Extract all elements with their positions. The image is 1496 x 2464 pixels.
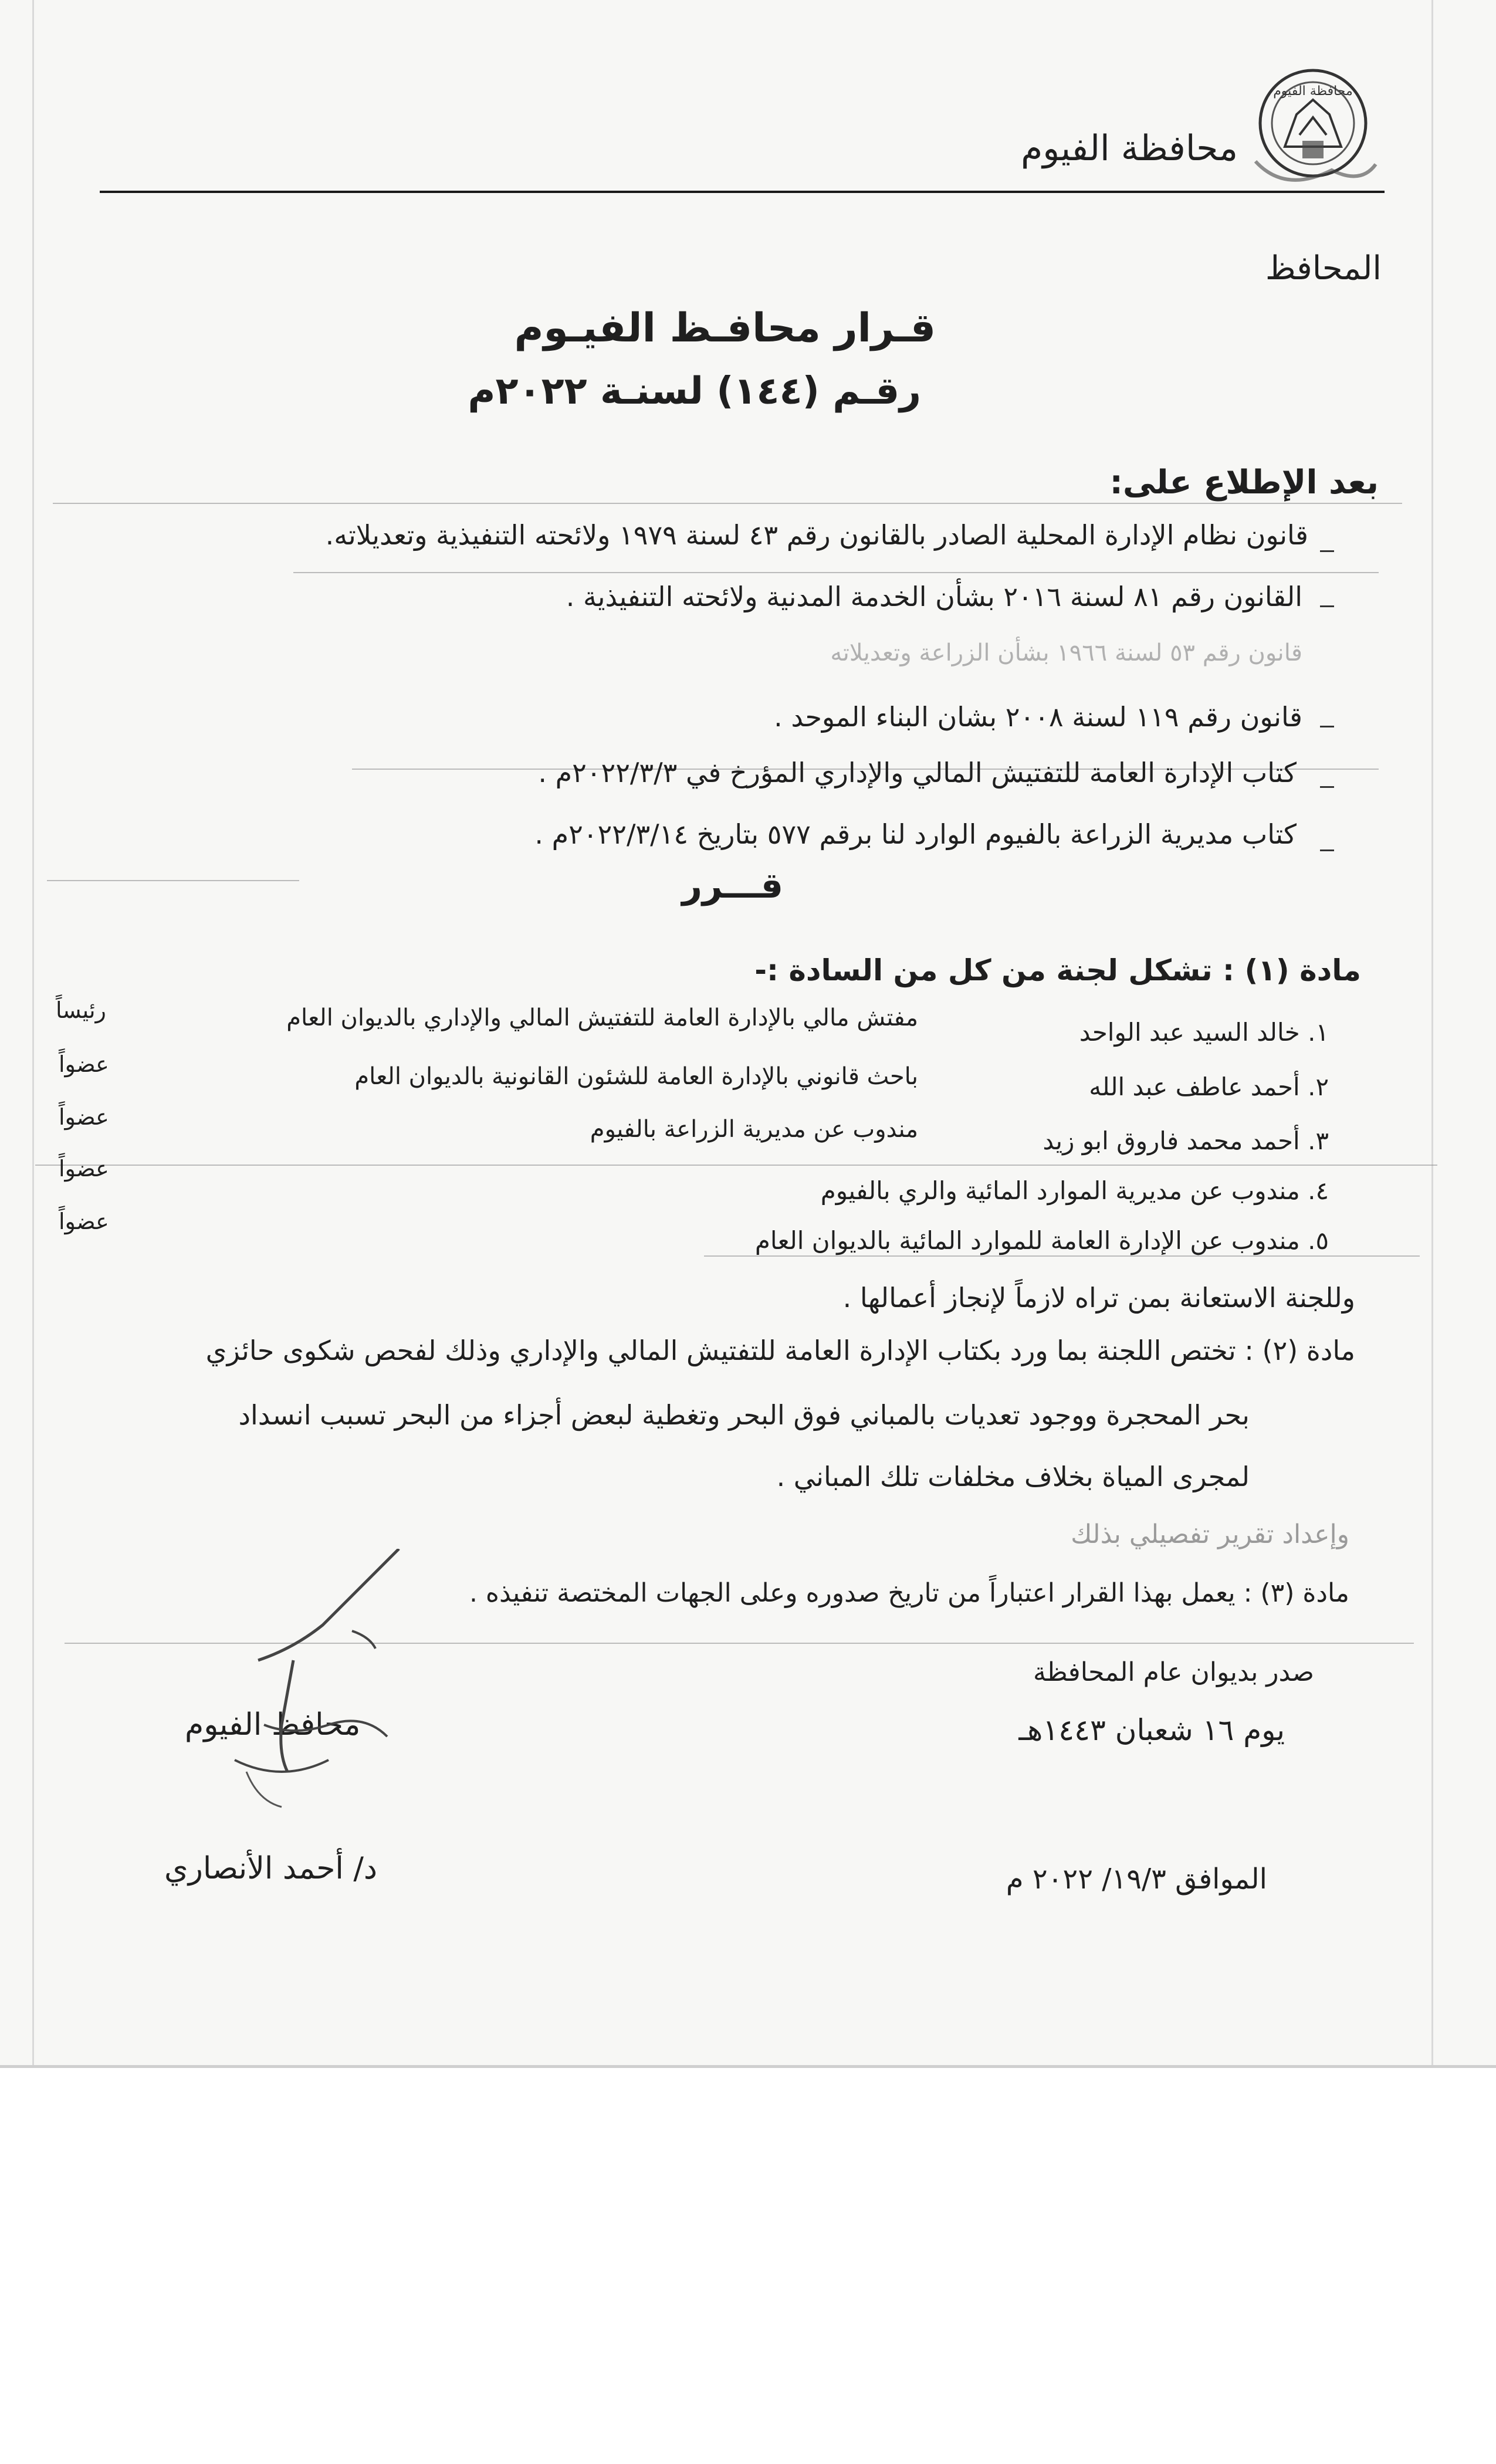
preamble-heading: بعد الإطلاع على:: [1109, 463, 1379, 502]
member-name: ١. خالد السيد عبد الواحد: [1079, 1018, 1329, 1047]
member-role: عضواً: [59, 1156, 109, 1182]
scan-edge-right: [1431, 0, 1433, 2065]
article3-text: مادة (٣) : يعمل بهذا القرار اعتباراً من تاريخ صدوره وعلى الجهات المختصة تنفيذه .: [469, 1578, 1349, 1608]
header-divider: [100, 191, 1385, 193]
member-position: باحث قانوني بالإدارة العامة للشئون القانونية بالديوان العام: [354, 1063, 918, 1090]
article1-note: وللجنة الاستعانة بمن تراه لازماً لإنجاز أعمالها .: [842, 1282, 1355, 1314]
member-name: ٢. أحمد عاطف عبد الله: [1089, 1072, 1329, 1101]
issued-place: صدر بديوان عام المحافظة: [1033, 1657, 1314, 1687]
svg-text:محافظة الفيوم: محافظة الفيوم: [1273, 84, 1353, 99]
signature-icon: [176, 1549, 481, 1877]
office-label: المحافظ: [1265, 249, 1382, 287]
member-position: مفتش مالي بالإدارة العامة للتفتيش المالي والإداري بالديوان العام: [286, 1004, 918, 1031]
decision-title: قـرار محافـظ الفيـوم: [514, 305, 936, 351]
member-role: عضواً: [59, 1051, 109, 1077]
governorate-name: محافظة الفيوم: [1021, 128, 1238, 169]
article2-line: مادة (٢) : تختص اللجنة بما ورد بكتاب الإدارة العامة للتفتيش المالي والإداري وذلك لفحص شكوى حائزي: [205, 1335, 1355, 1366]
governorate-seal-icon: [1244, 59, 1379, 194]
member-role: عضواً: [59, 1209, 109, 1234]
gregorian-date: الموافق ١٩/٣/ ٢٠٢٢ م: [1006, 1863, 1267, 1896]
member-role: رئيساً: [56, 997, 106, 1023]
preamble-item: القانون رقم ٨١ لسنة ٢٠١٦ بشأن الخدمة المدنية ولائحته التنفيذية .: [566, 581, 1302, 612]
article2-line: بحر المحجرة ووجود تعديات بالمباني فوق البحر وتغطية لبعض أجزاء من البحر تسبب انسداد: [238, 1399, 1250, 1431]
hijri-date: يوم ١٦ شعبان ١٤٤٣هـ: [1018, 1713, 1285, 1747]
article1-heading: مادة (١) : تشكل لجنة من كل من السادة :-: [754, 953, 1361, 987]
preamble-item: كتاب الإدارة العامة للتفتيش المالي والإداري المؤرخ في ٢٠٢٢/٣/٣م .: [538, 757, 1297, 788]
member-role: عضواً: [59, 1104, 109, 1130]
article2-line: لمجرى المياة بخلاف مخلفات تلك المباني .: [776, 1461, 1250, 1492]
preamble-item: كتاب مديرية الزراعة بالفيوم الوارد لنا برقم ٥٧٧ بتاريخ ٢٠٢٢/٣/١٤م .: [534, 818, 1297, 850]
signatory-title: محافظ الفيوم: [185, 1707, 361, 1742]
member-name: ٣. أحمد محمد فاروق ابو زيد: [1043, 1126, 1329, 1155]
member-name: ٥. مندوب عن الإدارة العامة للموارد المائية بالديوان العام: [754, 1226, 1329, 1255]
signatory-name: د/ أحمد الأنصاري: [164, 1851, 378, 1886]
preamble-item-faded: قانون رقم ٥٣ لسنة ١٩٦٦ بشأن الزراعة وتعديلاته: [830, 639, 1302, 666]
member-position: مندوب عن مديرية الزراعة بالفيوم: [590, 1116, 918, 1143]
preamble-item: قانون رقم ١١٩ لسنة ٢٠٠٨ بشان البناء الموحد .: [774, 701, 1302, 733]
member-name: ٤. مندوب عن مديرية الموارد المائية والري بالفيوم: [820, 1176, 1329, 1205]
decision-number: رقـم (١٤٤) لسنـة ٢٠٢٢م: [468, 370, 921, 413]
scan-edge-left: [32, 0, 34, 2065]
preamble-item: قانون نظام الإدارة المحلية الصادر بالقانون رقم ٤٣ لسنة ١٩٧٩ ولائحته التنفيذية وتعديلاته.: [325, 519, 1308, 551]
article2-line-faded: وإعداد تقرير تفصيلي بذلك: [1071, 1519, 1349, 1549]
decision-heading: قـــرر: [682, 865, 783, 906]
